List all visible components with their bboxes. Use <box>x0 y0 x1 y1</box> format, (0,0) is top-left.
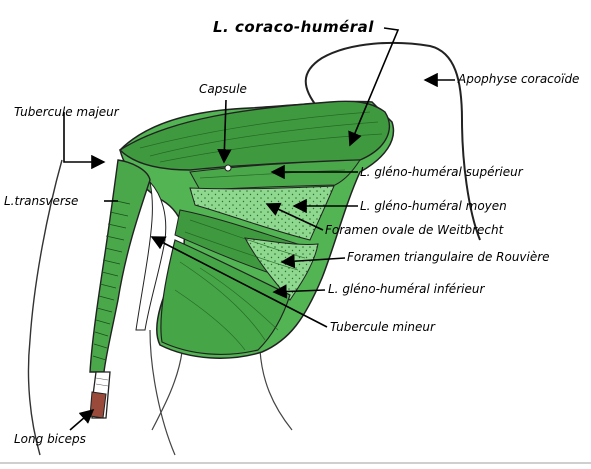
label-long-biceps: Long biceps <box>14 432 86 446</box>
label-foramen-triangulaire: Foramen triangulaire de Rouvière <box>347 250 550 264</box>
label-gleno-sup: L. gléno-huméral supérieur <box>360 165 523 179</box>
label-transverse: L.transverse <box>4 194 79 208</box>
capsule-marker <box>225 165 231 171</box>
label-tubercule-majeur: Tubercule majeur <box>14 105 119 119</box>
label-foramen-ovale: Foramen ovale de Weitbrecht <box>325 223 504 237</box>
label-coraco-humeral: L. coraco-huméral <box>213 18 374 36</box>
label-apophyse: Apophyse coracoïde <box>458 72 580 86</box>
transverse-ligament-band <box>90 160 150 372</box>
label-gleno-moyen: L. gléno-huméral moyen <box>360 199 507 213</box>
label-capsule: Capsule <box>199 82 247 96</box>
long-biceps-stump <box>90 392 106 418</box>
label-tubercule-mineur: Tubercule mineur <box>330 320 435 334</box>
glenoid-neck <box>152 350 292 430</box>
bottom-rule <box>0 462 591 464</box>
label-gleno-inf: L. gléno-huméral inférieur <box>328 282 485 296</box>
